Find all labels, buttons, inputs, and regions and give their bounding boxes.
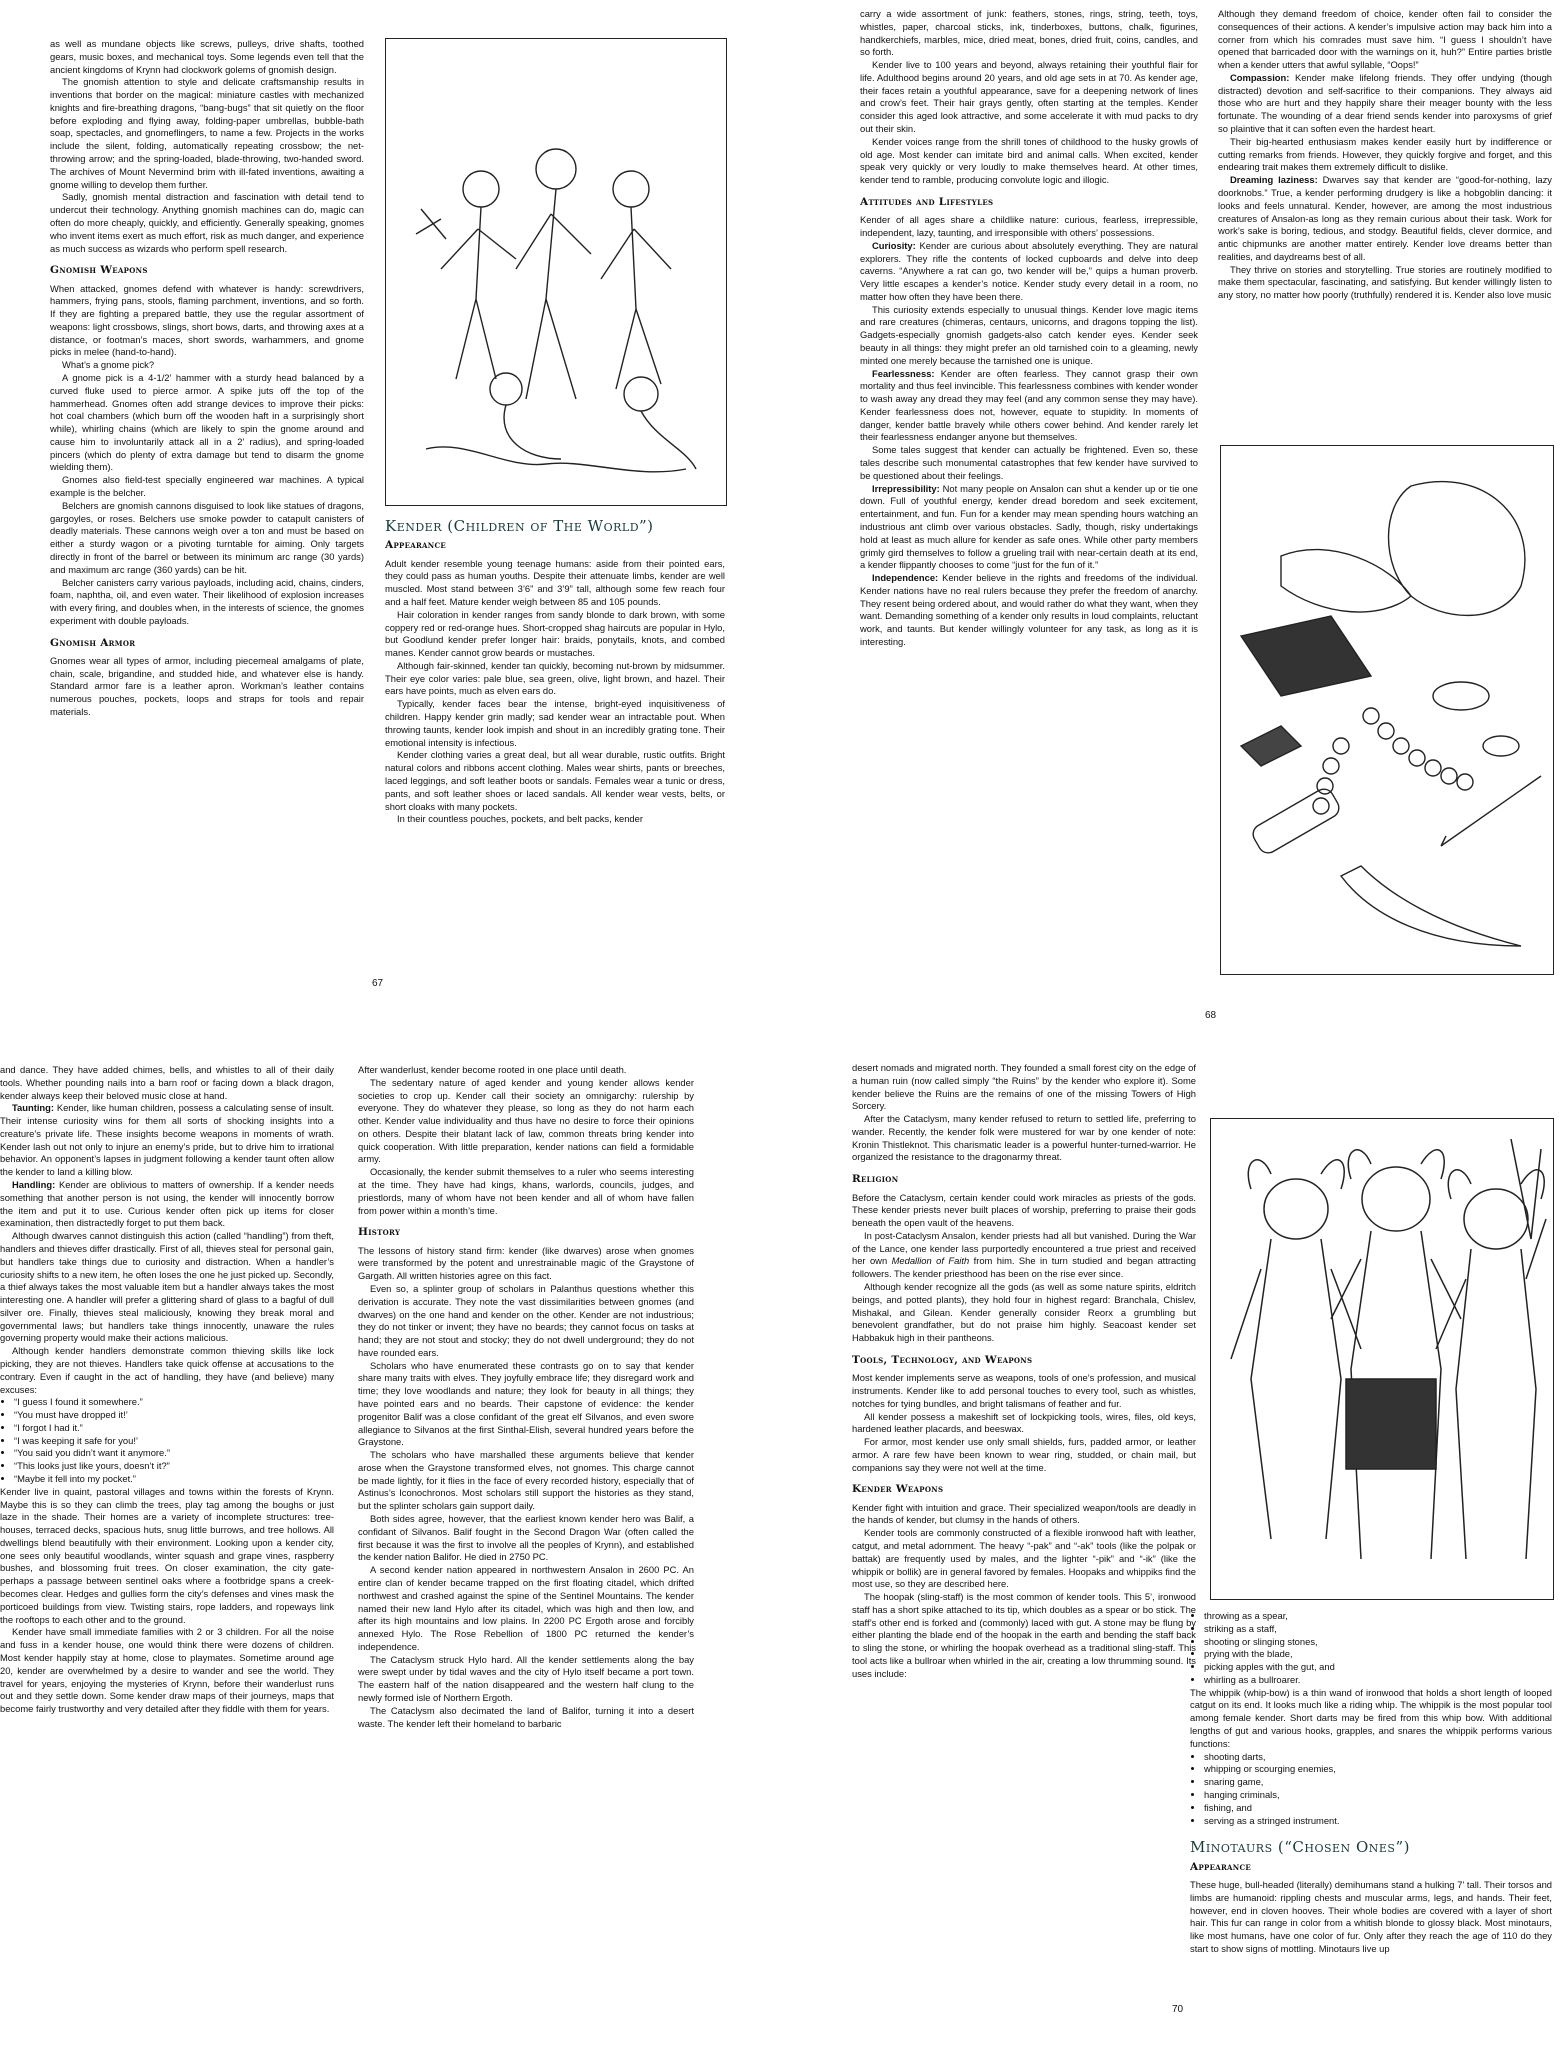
paragraph: Gnomes wear all types of armor, including piecemeal amalgams of plate, chain, scale, brigandine, and studded hide, and whatever else is handy. Standard armor fare is a leather apron. Workman’s leather contains numerous pouches, pockets, loops and straps for tools and repair materials. xyxy=(50,654,364,718)
section-heading: Appearance xyxy=(385,539,446,552)
kender-pouch-contents-illustration xyxy=(1220,445,1554,975)
paragraph: Independence: Kender believe in the rights and freedoms of the individual. Kender nations have no real rulers because they prefer the freedom of anarchy. They resent being ordered about, and would rather do what they want, when they want. Demanding something of a kender only results in loud complaints, reluctant work, and taunts. But kender willingly volunteer for any task, as long as it is interesting. xyxy=(860,572,1198,647)
term-label: Irrepressibility: xyxy=(872,482,940,494)
paragraph: For armor, most kender use only small shields, furs, padded armor, or leather armor. A rare few have been known to wear ring, studded, or chain mail, but companions say they were not well at the time. xyxy=(852,1436,1196,1473)
section-heading: Appearance xyxy=(1190,1860,1251,1873)
list-item: • “I guess I found it somewhere.” xyxy=(14,1396,334,1409)
term-label: Compassion: xyxy=(1230,71,1290,83)
section-heading: Attitudes and Lifestyles xyxy=(860,195,994,208)
term-label: Dreaming laziness: xyxy=(1230,174,1318,186)
paragraph: Before the Cataclysm, certain kender could work miracles as priests of the gods. These kender priests never built places of worship, preferring to praise their gods beneath the open vault of the heavens. xyxy=(852,1191,1196,1229)
term-label: Handling: xyxy=(12,1179,56,1191)
paragraph: The whippik (whip-bow) is a thin wand of ironwood that holds a short length of looped catgut on its end. It looks much like a riding whip. The whippik is the most popular tool among female kender. Short darts may be fired from this whip bow. With additional lengths of gut and various hooks, grapples, and snares the whippik performs various functions: xyxy=(1190,1686,1552,1749)
paragraph: Although dwarves cannot distinguish this action (called “handling”) from theft, handlers and thieves differ drastically. First of all, thieves steal for personal gain, but handlers take things due to curiosity and distraction. When a handler’s curiosity shifts to a new item, he often loses the one he just picked up. Secondly, a thief always takes the most valuable item but a handler always takes the most interesting one. A handler will prefer a glittering shard of glass to a bagful of dull silver ore. Finally, thieves steal maliciously, knowing they break moral and governmental laws; but handlers take things innocently, unaware the rules governing property would make their actions malicious. xyxy=(0,1230,334,1344)
paragraph: The Cataclysm also decimated the land of Balifor, turning it into a desert waste. The kender left their homeland to barbaric xyxy=(358,1704,694,1729)
list-item: • picking apples with the gut, and xyxy=(1204,1661,1552,1674)
paragraph: Although fair-skinned, kender tan quickly, becoming nut-brown by midsummer. Their eye color varies: pale blue, sea green, olive, light brown, and hazel. Their ears have points, much as elven ears do. xyxy=(385,659,725,697)
paragraph: Even so, a splinter group of scholars in Palanthus questions whether this derivation is accurate. They note the vast dissimilarities between gnomes (and dwarves) on the one hand and kender on the other. Kender are not industrious; they do not tinker or invent; they have no beards; they cannot focus on tasks at hand; they are not stout and stocky; they do not dwell underground; they do not have rounded ears. xyxy=(358,1282,694,1358)
paragraph: Belchers are gnomish cannons disguised to look like statues of dragons, gargoyles, or roses. Belchers use smoke powder to catapult canisters of deadly materials. These cannons weigh over a ton and must be based on either a sturdy wagon or a pivoting turntable for aiming. Only targets directly in front of the barrel or between its minimum arc range (30 yards) and maximum arc range (360 yards) can be hit. xyxy=(50,499,364,575)
kender-heading: Kender (Children of The World”) xyxy=(385,517,654,535)
list-item: • whipping or scourging enemies, xyxy=(1204,1763,1552,1776)
list-item: • “You said you didn’t want it anymore.” xyxy=(14,1447,334,1460)
paragraph: Adult kender resemble young teenage humans: aside from their pointed ears, they could pass as human youths. Despite their attenuate limbs, kender are well muscled. Most stand between 3’6” and 3’9” tall, although some few reach four and a half feet. Mature kender weigh between 85 and 105 pounds. xyxy=(385,557,725,607)
paragraph: Kender clothing varies a great deal, but all wear durable, rustic outfits. Bright natural colors and ribbons accent clothing. Males wear shirts, pants or breeches, laced leggings, and soft leather boots or sandals. Females wear a tunic or dress, pants, and soft leather shoes or laced sandals. All kender wear vests, belts, or short cloaks with many pockets. xyxy=(385,749,725,812)
list-item: • fishing, and xyxy=(1204,1802,1552,1815)
paragraph: Kender of all ages share a childlike nature: curious, fearless, irrepressible, independent, lazy, taunting, and irresponsible with others’ possessions. xyxy=(860,214,1198,238)
list-item: • snaring game, xyxy=(1204,1776,1552,1789)
paragraph: Taunting: Kender, like human children, possess a calculating sense of insult. Their intense curiosity wins for them all sorts of shocking insights into a creature’s private life. These insights become weapons in moments of wrath. Kender lash out not only to injure an enemy’s pride, but to drive him to irrational behavior. An opponent’s lapses in judgment following a kender taunt often allow the kender to land a killing blow. xyxy=(0,1102,334,1178)
p67-col2 xyxy=(385,512,725,952)
paragraph: Scholars who have enumerated these contrasts go on to say that kender share many traits with elves. They joyfully embrace life; they disregard work and time; they love woodlands and nature; they look for beauty in all things; they have pointed ears and no beards. Their capstone of evidence: the kender progenitor Balif was a close confidant of the great elf Silvanos, and even swore allegiance to Silvanos at the first Sinthal-Elish, several hundred years before the Graystone. xyxy=(358,1359,694,1448)
paragraph: Fearlessness: Kender are often fearless. They cannot grasp their own mortality and thus feel invincible. This fearlessness combines with kender wonder to wash away any dread they may feel (and any common sense they may have). Kender fearlessness does not, however, equate to stupidity. In moments of danger, kender battle bravely while others cower behind. And kender rarely let their fearlessness endanger anyone but themselves. xyxy=(860,367,1198,443)
paragraph: Kender fight with intuition and grace. Their specialized weapon/tools are deadly in the hands of kender, but clumsy in the hands of others. xyxy=(852,1501,1196,1526)
paragraph: All kender possess a makeshift set of lockpicking tools, wires, files, old keys, hardened leather placards, and beeswax. xyxy=(852,1410,1196,1435)
section-heading: Religion xyxy=(852,1173,899,1186)
section-heading: Tools, Technology, and Weapons xyxy=(852,1353,1033,1366)
paragraph: desert nomads and migrated north. They founded a small forest city on the edge of a human ruin (now called simply “the Ruins” by the kender who explore it). Some kender believe the Ruins are the remains of one of the missing Towers of High Sorcery. xyxy=(852,1062,1196,1112)
list-item: • hanging criminals, xyxy=(1204,1789,1552,1802)
paragraph: The sedentary nature of aged kender and young kender allows kender societies to crop up. Kender call their society an omnigarchy: rulership by everyone. They do whatever they please, so long as they do not harm each other. Kender value individuality and thus have no desire to force their opinions on others. Despite their blatant lack of law, common threats bring kender into quick cooperation. With little preparation, kender nations can field a formidable army. xyxy=(358,1076,694,1165)
list-item: • “This looks just like yours, doesn’t it?” xyxy=(14,1460,334,1473)
paragraph: Kender voices range from the shrill tones of childhood to the husky growls of old age. Most kender can imitate bird and animal calls. When excited, kender speak very quickly or very loudly to make themselves heard. At other times, kender tend to ramble, producing convolute logic and illogic. xyxy=(860,135,1198,186)
list-item: • shooting or slinging stones, xyxy=(1204,1636,1552,1649)
p68-col2 xyxy=(1218,8,1552,438)
p70-col2 xyxy=(1190,1610,1552,2044)
page-number: 67 xyxy=(372,978,384,989)
paragraph: Some tales suggest that kender can actually be frightened. Even so, these tales describe such monumental catastrophes that few kender have survived to be questioned about their feelings. xyxy=(860,444,1198,481)
list-item: • “Maybe it fell into my pocket.” xyxy=(14,1473,334,1486)
minotaurs-heading: Minotaurs (“Chosen Ones”) xyxy=(1190,1838,1410,1857)
paragraph: Their big-hearted enthusiasm makes kender easily hurt by indifference or cutting remarks from friends. However, they quickly forgive and forget, and this endearing trait makes them extremely difficult to dislike. xyxy=(1218,135,1552,173)
paragraph: These huge, bull-headed (literally) demihumans stand a hulking 7’ tall. Their torsos and limbs are humanoid: rippling chests and muscular arms, legs, and hands. Their feet, however, end in cloven hooves. Their whole bodies are covered with a layer of short hair. This fur can range in color from a whitish blonde to glossy black. Most minotaurs, like most humans, have one color of fur. Only after they reach the age of 110 do they start to show signs of mottling. Minotaurs live up xyxy=(1190,1878,1552,1954)
paragraph: Compassion: Kender make lifelong friends. They offer undying (though distracted) devotion and self-sacrifice to their companions. They always aid those who are hurt and they happily share their meager bounty with the less fortunate. The wounding of a dear friend sends kender into paroxysms of grief so plaintive that it can soften even the hardest heart. xyxy=(1218,71,1552,135)
section-heading: Gnomish Armor xyxy=(50,636,136,649)
section-heading: Gnomish Weapons xyxy=(50,264,148,277)
paragraph: When attacked, gnomes defend with whatever is handy: screwdrivers, hammers, frying pans, stools, flaming parchment, inventions, and so forth. If they are fighting a prepared battle, they use the regular assortment of weapons: light crossbows, slings, short bows, darts, and throwing axes at a distance, or footman’s maces, short swords, warhammers, and gnome picks in melee (hand-to-hand). xyxy=(50,282,364,358)
paragraph: Dreaming laziness: Dwarves say that kender are “good-for-nothing, lazy doorknobs.” True, a kender performing drudgery is like a hobgoblin dancing: it looks and feels unnatural. Kender, however, are among the most industrious creatures of Ansalon-as long as they remain curious about their task. Work for work’s sake is boring, tedious, and stodgy. Beautiful fields, clever dormice, and antic chipmunks are another matter entirely. Kender love dreams better than realities, and daydreams best of all. xyxy=(1218,174,1552,262)
p67-col1 xyxy=(50,38,364,938)
paragraph: Occasionally, the kender submit themselves to a ruler who seems interesting at the time. They have had kings, khans, warlords, councils, judges, and priestlords, many of whom have not been kender and all of whom have fallen from power within a month’s time. xyxy=(358,1166,694,1216)
list-item: • shooting darts, xyxy=(1204,1751,1552,1764)
list-item: • “I forgot I had it.” xyxy=(14,1422,334,1435)
term-label: Independence: xyxy=(872,572,939,584)
term-label: Fearlessness: xyxy=(872,367,935,379)
paragraph: After the Cataclysm, many kender refused to return to settled life, preferring to wander. Recently, the kender folk were mustered for war by one kender of note: Kronin Thistleknot. This charismatic leader is a powerful hunter-turned-warrior. He organized the resistance to the dragonarmy threat. xyxy=(852,1113,1196,1163)
paragraph: This curiosity extends especially to unusual things. Kender love magic items and rare creatures (chimeras, centaurs, unicorns, and dragons topping the list). Gadgets-especially gnomish gadgets-also catch kender eyes. Kender seek beauty in all things: they might prefer an old tarnished coin to a gleaming, newly minted one merely because the tarnished one is unique. xyxy=(860,303,1198,366)
kender-illustration xyxy=(385,38,727,506)
paragraph: The gnomish attention to style and delicate craftsmanship results in inventions that border on the magical: miniature castles with mechanized knights and fire-breathing dragons, “bang-bugs” that sit quietly on the floor before exploding and flying away, folding-paper umbrellas, bubble-bath soap, spectacles, and gnomeflingers, to name a few. Projects in the works include the silent, folding, automatically repeating crossbow; the net-throwing arrow; and the spring-loaded, blade-throwing, two-handed sword. The archives of Mount Nevermind brim with ill-fated inventions, awaiting a gnome willing to develop them further. xyxy=(50,76,364,190)
paragraph: Both sides agree, however, that the earliest known kender hero was Balif, a confidant of Silvanos. Balif fought in the Second Dragon War (often called the first because it was the first to involve all the peoples of Krynn), and established the kender nation Balifor. He died in 2750 PC. xyxy=(358,1513,694,1563)
paragraph: Although kender handlers demonstrate common thieving skills like lock picking, they are not thieves. Handlers take quick offense at accusations to the contrary. Even if caught in the act of handling, they have (and believe) many excuses: xyxy=(0,1345,334,1395)
paragraph: Belcher canisters carry various payloads, including acid, chains, cinders, foam, naphtha, oil, and even water. Their likelihood of explosion increases with every firing, and doubles when, in the interests of science, the gnomes experiment with double payloads. xyxy=(50,576,364,626)
paragraph: as well as mundane objects like screws, pulleys, drive shafts, toothed gears, music boxes, and mechanical toys. Some legends even tell that the ancient kingdoms of Krynn had clockwork golems of gnomish design. xyxy=(50,38,364,75)
list-item: • prying with the blade, xyxy=(1204,1648,1552,1661)
paragraph: Hair coloration in kender ranges from sandy blonde to dark brown, with some coppery red or red-orange hues. Short-cropped shag haircuts are popular in Hylo, but Goodlund kender prefer longer hair: braids, ponytails, knots, and combed manes. Kender cannot grow beards or mustaches. xyxy=(385,608,725,659)
page-number: 68 xyxy=(1205,1010,1217,1021)
p69-col2 xyxy=(358,1064,694,2044)
paragraph: Sadly, gnomish mental distraction and fascination with detail tend to undercut their technology. Anything gnomish machines can do, magic can often do more cheaply, quickly, and efficiently. Generally speaking, gnomes who invent items exert as much effort, risk as much danger, and experience as much success as wizards who perform spell research. xyxy=(50,191,364,254)
paragraph: Kender live to 100 years and beyond, always retaining their youthful flair for life. Adulthood begins around 20 years, and old age sets in at 70. As kender age, their faces retain a youthful appearance, save for a deepening network of lines and crow’s feet. Their hair grays gently, often starting at the temples. Kender consider this aged look attractive, and some accelerate it with mud packs to dry out their skin. xyxy=(860,59,1198,135)
item-title: Medallion of Faith xyxy=(891,1255,970,1267)
paragraph: Most kender implements serve as weapons, tools of one’s profession, and musical instruments. Kender like to add personal touches to every tool, such as whistles, notches for tying bundles, and bright talismans of feather and fur. xyxy=(852,1372,1196,1409)
p68-col1 xyxy=(860,8,1198,970)
paragraph: The scholars who have marshalled these arguments believe that kender arose when the Graystone transformed elves, not gnomes. This charge cannot be made lightly, for it flies in the face of every recorded history, especially that of Astinus’s Iconochronos. Most scholars still support the histories as they stand, but the splinter scholars gain support daily. xyxy=(358,1449,694,1512)
paragraph: The lessons of history stand firm: kender (like dwarves) arose when gnomes were transformed by the potent and unrestrainable magic of the Graystone of Gargath. All written histories agree on this fact. xyxy=(358,1244,694,1282)
paragraph: Kender have small immediate families with 2 or 3 children. For all the noise and fuss in a kender house, one would think there were dozens of children. Most kender happily stay at home, close to playmates. Sometime around age 20, kender are overwhelmed by a desire to wander and see the world. They travel for years, enjoying the mysteries of Krynn, before their wanderlust runs out and they settle down. Some kender draw maps of their journeys, maps that become fairly trustworthy and very detailed after they fiddle with them for years. xyxy=(0,1626,334,1715)
paragraph: They thrive on stories and storytelling. True stories are routinely modified to make them spectacular, fascinating, and satisfying. But kender willingly listen to any story, no matter how poorly (truthfully) rendered it is. Kender also love music xyxy=(1218,263,1552,301)
p69-col1 xyxy=(0,1064,334,2044)
paragraph: Kender tools are commonly constructed of a flexible ironwood haft with leather, catgut, and metal adornment. The heavy “-pak” and “-ak” tools (like the polpak or battak) are frequently used by males, and the lighter “-pik” and “-ik” (like the whippik or bollik) are in general favored by females. Hoopaks and whippiks find the most use, so they are described here. xyxy=(852,1527,1196,1590)
minotaur-group-drawing xyxy=(1211,1119,1553,1599)
paragraph: After wanderlust, kender become rooted in one place until death. xyxy=(358,1064,627,1075)
whippik-uses-list xyxy=(1190,1751,1552,1828)
p70-col1 xyxy=(852,1062,1196,1992)
excuse-list xyxy=(0,1396,334,1485)
paragraph: Typically, kender faces bear the intense, bright-eyed inquisitiveness of children. Happy kender grin madly; sad kender wear an intractable pout. When throwing taunts, kender look impish and shout in an incredibly grating tone. Their emotional intensity is infectious. xyxy=(385,698,725,748)
paragraph: The hoopak (sling-staff) is the most common of kender tools. This 5’, ironwood staff has a short spike attached to its tip, which doubles as a spear or bo stick. The staff’s other end is forked and (commonly) laced with gut. A stone may be flung by either planting the blade end of the hoopak in the earth and bending the staff back to sling the stone, or whirling the hoopak overhead as a traditional sling-staff. This tool acts like a bullroar when whirled in the air, creating a low thrumming sound. Its uses include: xyxy=(852,1591,1196,1679)
paragraph: Although kender recognize all the gods (as well as some nature spirits, eldritch beings, and potted plants), they hold four in highest regard: Branchala, Chislev, Mishakal, and Gilean. Kender generally consider Reorx a grumbling but benevolent grandfather, but do not praise him highly. Seacoast kender set Habbakuk high in their pantheons. xyxy=(852,1280,1196,1344)
kender-group-drawing xyxy=(386,39,726,505)
paragraph: The Cataclysm struck Hylo hard. All the kender settlements along the bay were swept under by tidal waves and the city of Hylo itself became a port town. The eastern half of the nation disappeared and the western half clung to the newly formed isle of Northern Ergoth. xyxy=(358,1653,694,1703)
minotaurs-illustration xyxy=(1210,1118,1554,1600)
paragraph: What’s a gnome pick? xyxy=(62,359,155,371)
term-label: Taunting: xyxy=(12,1102,54,1114)
list-item: • serving as a stringed instrument. xyxy=(1204,1815,1552,1828)
paragraph: In their countless pouches, pockets, and belt packs, kender xyxy=(397,813,643,825)
paragraph: Kender live in quaint, pastoral villages and towns within the forests of Krynn. Maybe this is so they can climb the trees, play tag among the boughs or just laze in the shade. Their homes are a variety of incomplete structures: tree-houses, terraced decks, spacious huts, snug little burrows, and tree hollows. All dwellings blend beautifully with their environment. Looking upon a kender city, one sees only beautiful woodlands, winter squash and grape vines, raspberry bushes, and blossoming fruit trees. On closer examination, the city gate-perhaps a passage between sentinel oaks where a footbridge spans a creek-becomes clear. Hedges and gullies form the city’s defenses and vines mask the porticoed buildings from view. Twisting stairs, rope ladders, and ropeways link the rooftops to each other and to the ground. xyxy=(0,1485,334,1625)
section-heading: History xyxy=(358,1226,401,1239)
term-label: Curiosity: xyxy=(872,239,916,251)
paragraph: A gnome pick is a 4-1/2’ hammer with a sturdy head balanced by a curved fluke used to pierce armor. A spike juts off the top of the hammerhead. Gnomes often add strange devices to improve their picks: hot coal chambers (which burn off the wooden haft in a surprisingly short while), whirling chains (which are likely to spin the gnome around and cause him to involuntarily attack all in a 2’ radius), and spring-loaded pincers (which do plenty of extra damage but tend to disarm the gnome wielding them). xyxy=(50,372,364,473)
paragraph: Gnomes also field-test specially engineered war machines. A typical example is the belcher. xyxy=(50,474,364,499)
list-item: • “You must have dropped it!’ xyxy=(14,1409,334,1422)
list-item: • throwing as a spear, xyxy=(1204,1610,1552,1623)
paragraph: A second kender nation appeared in northwestern Ansalon in 2600 PC. An entire clan of kender became trapped on the first floating citadel, which drifted northwest and crashed against the spine of the Sentinel Mountains. The kender named their new land Hylo after its citadel, which was high and then low, and after its high mountains and low plains. In 2200 PC Ergoth arose and forcibly annexed Hylo. The Rose Rebellion of 1800 PC returned the kender’s independence. xyxy=(358,1564,694,1652)
paragraph: Curiosity: Kender are curious about absolutely everything. They are natural explorers. They rifle the contents of locked cupboards and delve into deep caverns. “Anywhere a rat can go, two kender will be,” quips a human proverb. Very little escapes a kender’s notice. Kender study every detail in a room, no matter how often they have been there. xyxy=(860,239,1198,302)
list-item: • striking as a staff, xyxy=(1204,1623,1552,1636)
paragraph: Irrepressibility: Not many people on Ansalon can shut a kender up or tie one down. Full of youthful energy, kender dread boredom and seek excitement, entertainment, and fun. Fun for a kender may mean spending hours watching an industrious ant climb over various obstacles. Sadly, though, risky undertakings hold at least as much allure for kender as safe ones. While other party members grimly gird themselves to follow a grueling trail with near-certain death at its end, a kender flippantly chooses to come “just for the fun of it.” xyxy=(860,482,1198,571)
paragraph: In post-Cataclysm Ansalon, kender priests had all but vanished. During the War of the Lance, one kender lass purportedly encountered a true priest and received her own Medallion of Faith from him. She in turn studied and began attracting followers. The kender priesthood has been on the rise ever since. xyxy=(852,1229,1196,1280)
list-item: • “I was keeping it safe for you!’ xyxy=(14,1435,334,1448)
section-heading: Kender Weapons xyxy=(852,1483,944,1496)
paragraph: carry a wide assortment of junk: feathers, stones, rings, string, teeth, toys, whistles, paper, charcoal sticks, ink, tinderboxes, buttons, chalk, figurines, handkerchiefs, marbles, mice, dried meat, bones, dried fruit, coins, candles, and so forth. xyxy=(860,8,1198,58)
page-number: 70 xyxy=(1172,2004,1184,2015)
paragraph: Handling: Kender are oblivious to matters of ownership. If a kender needs something that another person is not using, the kender will innocently borrow the item and put it to use. Curious kender often pick up items for closer examination, then distractedly forget to put them back. xyxy=(0,1179,334,1229)
pouch-drawing xyxy=(1221,446,1553,974)
paragraph: Although they demand freedom of choice, kender often fail to consider the consequences of their actions. A kender’s impulsive action may back him into a corner from which his comrades must save him. “I guess I shouldn’t have opened that barricaded door with the warnings on it, huh?” Entire parties bristle when a kender utters that awful syllable, “Oops!” xyxy=(1218,8,1552,71)
paragraph: and dance. They have added chimes, bells, and whistles to all of their daily tools. Whether pounding nails into a barn roof or facing down a black dragon, kender always keep their beloved music close at hand. xyxy=(0,1064,334,1101)
hoopak-uses-list xyxy=(1190,1610,1552,1687)
list-item: • whirling as a bullroarer. xyxy=(1204,1674,1552,1687)
